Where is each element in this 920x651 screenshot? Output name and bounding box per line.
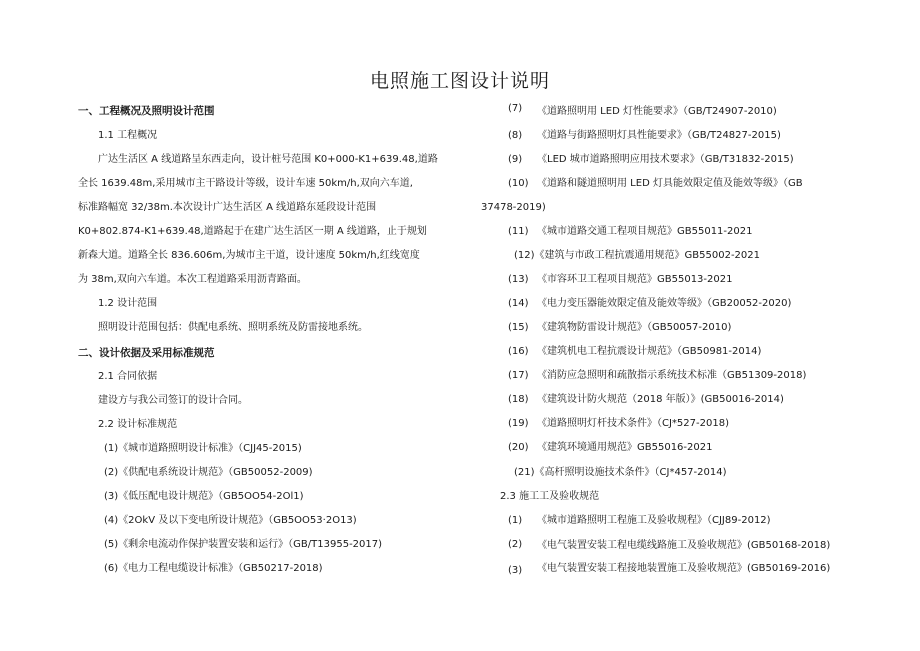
standard-item: 《道路与街路照明灯具性能要求》（GB/T24827-2015) bbox=[537, 130, 781, 141]
overview-line-6: 为 38m,双向六车道。本次工程道路采用沥青路面。 bbox=[78, 274, 307, 285]
standard-number: (8) bbox=[508, 130, 523, 141]
document-title: 电照施工图设计说明 bbox=[369, 70, 550, 92]
acceptance-item: 《电气装置安装工程接地装置施工及验收规范》(GB50169-2016) bbox=[537, 563, 831, 574]
standard-item: (6)《电力工程电缆设计标准》（GB50217-2018) bbox=[104, 563, 323, 574]
section-2-heading: 二、设计依据及采用标准规范 bbox=[78, 347, 215, 359]
standard-item: 《LED 城市道路照明应用技术要求》（GB/T31832-2015) bbox=[537, 154, 794, 165]
acceptance-number: (1) bbox=[508, 515, 523, 526]
standard-number: (7) bbox=[508, 103, 523, 114]
standard-item: (2)《供配电系统设计规范》（GB50052-2009) bbox=[104, 467, 313, 478]
standard-item: 《电力变压器能效限定值及能效等级》（GB20052-2020) bbox=[537, 298, 792, 309]
overview-line-1: 广达生活区 A 线道路呈东西走向，设计桩号范围 K0+000-K1+639.48,道路 bbox=[98, 154, 438, 165]
standard-number: (10) bbox=[508, 178, 529, 189]
standard-item: 《道路照明用 LED 灯性能要求》（GB/T24907-2010) bbox=[537, 106, 777, 117]
standard-item: 《建筑设计防火规范（2018 年版）》(GB50016-2014) bbox=[537, 394, 784, 405]
standard-item: 《市容环卫工程项目规范》GB55013-2021 bbox=[537, 274, 733, 285]
subsection-2-3: 2.3 施工工及验收规范 bbox=[500, 491, 600, 502]
standard-item-continuation: 37478-2019) bbox=[481, 202, 546, 213]
standard-item: (3)《低压配电设计规范》（GB5OO54-2Ol1) bbox=[104, 491, 304, 502]
subsection-2-1: 2.1 合同依据 bbox=[98, 371, 158, 382]
standard-item: 《建筑物防雷设计规范》（GB50057-2010) bbox=[537, 322, 732, 333]
subsection-1-2: 1.2 设计范围 bbox=[98, 298, 158, 309]
overview-line-3: 标准路幅宽 32/38m.本次设计广达生活区 A 线道路东延段设计范围 bbox=[78, 202, 377, 213]
standard-number: (16) bbox=[508, 346, 529, 357]
acceptance-number: (2) bbox=[508, 539, 523, 550]
standard-item: 《建筑环境通用规范》GB55016-2021 bbox=[537, 442, 713, 453]
acceptance-item: 《电气装置安装工程电缆线路施工及验收规范》(GB50168-2018) bbox=[537, 540, 831, 551]
section-1-heading: 一、工程概况及照明设计范围 bbox=[78, 105, 215, 117]
standard-item: (4)《2OkV 及以下变电所设计规范》（GB5OO53·2O13) bbox=[104, 515, 357, 526]
standard-item: (21)《高杆照明设施技术条件》（CJ*457-2014) bbox=[514, 467, 727, 478]
standard-number: (17) bbox=[508, 370, 529, 381]
design-scope-text: 照明设计范围包括：供配电系统、照明系统及防雷接地系统。 bbox=[98, 322, 368, 333]
subsection-1-1: 1.1 工程概况 bbox=[98, 130, 158, 141]
standard-item: (1)《城市道路照明设计标准》（CJJ45-2015) bbox=[104, 443, 302, 454]
subsection-2-2: 2.2 设计标准规范 bbox=[98, 419, 178, 430]
standard-item: 《道路照明灯杆技术条件》（CJ*527-2018) bbox=[537, 418, 729, 429]
standard-number: (15) bbox=[508, 322, 529, 333]
standard-item: 《道路和隧道照明用 LED 灯具能效限定值及能效等级》（GB bbox=[537, 178, 803, 189]
standard-number: (18) bbox=[508, 394, 529, 405]
standard-number: (13) bbox=[508, 274, 529, 285]
standard-item: 《建筑机电工程抗震设计规范》（GB50981-2014) bbox=[537, 346, 762, 357]
overview-line-4: K0+802.874-K1+639.48,道路起于在建广达生活区一期 A 线道路，止于规划 bbox=[78, 226, 427, 237]
standard-item: (12)《建筑与市政工程抗震通用规范》GB55002-2021 bbox=[514, 250, 761, 261]
overview-line-5: 新森大道。道路全长 836.606m,为城市主干道，设计速度 50km/h,红线宽度 bbox=[78, 250, 420, 261]
standard-item: (5)《剩余电流动作保护装置安装和运行》（GB/T13955-2017) bbox=[104, 539, 383, 550]
standard-item: 《城市道路交通工程项目规范》GB55011-2021 bbox=[537, 226, 753, 237]
contract-text: 建设方与我公司签订的设计合同。 bbox=[98, 395, 248, 406]
standard-number: (19) bbox=[508, 418, 529, 429]
standard-number: (11) bbox=[508, 226, 529, 237]
standard-item: 《消防应急照明和疏散指示系统技术标准（GB51309-2018) bbox=[537, 370, 807, 381]
standard-number: (9) bbox=[508, 154, 523, 165]
overview-line-2: 全长 1639.48m,采用城市主干路设计等级，设计车速 50km/h,双向六车道, bbox=[78, 178, 413, 189]
standard-number: (20) bbox=[508, 442, 529, 453]
acceptance-item: 《城市道路照明工程施工及验收规程》（CJJ89-2012) bbox=[537, 515, 771, 526]
acceptance-number: (3) bbox=[508, 565, 523, 576]
standard-number: (14) bbox=[508, 298, 529, 309]
